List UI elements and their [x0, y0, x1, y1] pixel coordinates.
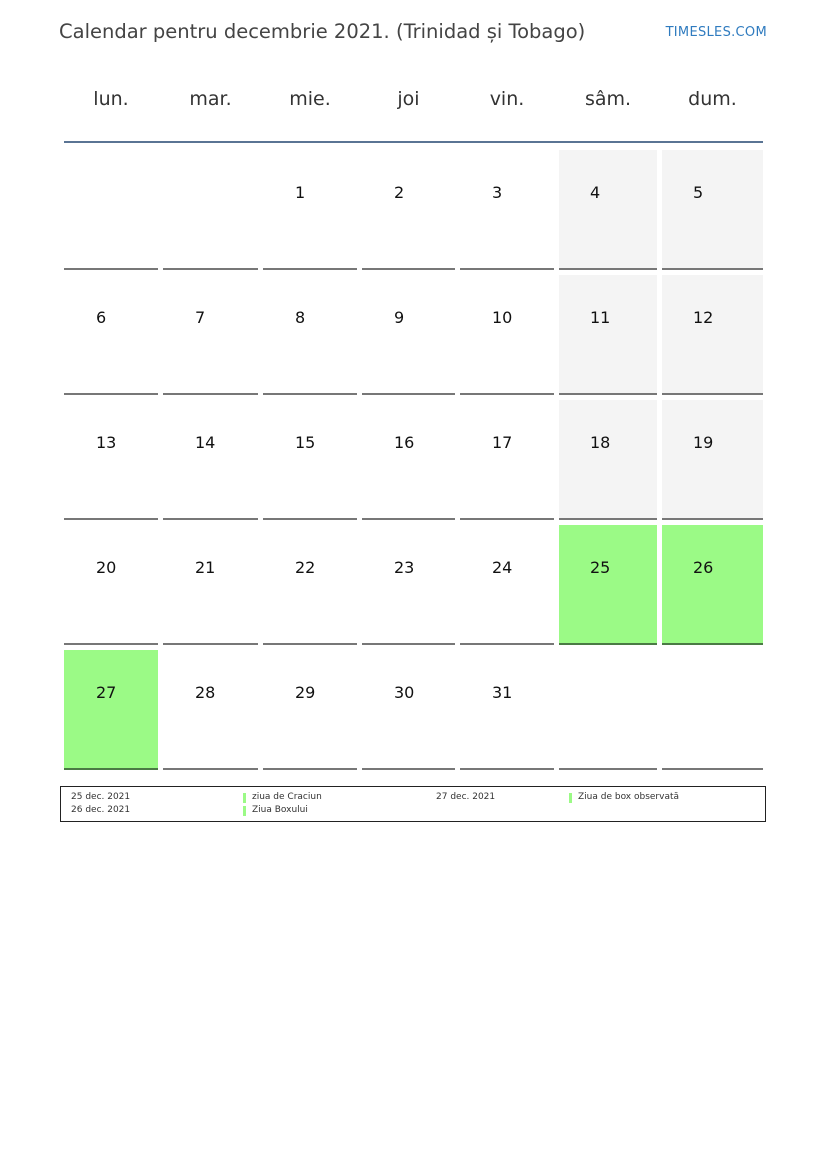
day-number: 29 [295, 683, 316, 702]
day-cell[interactable] [362, 400, 455, 520]
legend-date: 26 dec. 2021 [71, 805, 131, 815]
legend-date: 25 dec. 2021 [71, 792, 131, 802]
cell-divider [263, 268, 357, 270]
cell-divider [362, 518, 455, 520]
day-cell[interactable] [163, 650, 258, 770]
day-number: 28 [195, 683, 216, 702]
weekday-label: sâm. [584, 88, 632, 110]
cell-divider [64, 393, 158, 395]
weekday-label: joi [397, 88, 420, 110]
day-number: 3 [492, 183, 503, 202]
day-number: 8 [295, 308, 306, 327]
weekday-label: dum. [688, 88, 737, 110]
cell-divider [263, 393, 357, 395]
day-number: 20 [96, 558, 117, 577]
cell-divider [460, 518, 554, 520]
day-number: 12 [693, 308, 714, 327]
header-divider [64, 141, 763, 143]
day-number: 4 [590, 183, 601, 202]
page-title: Calendar pentru decembrie 2021. (Trinidad și Tobago) [59, 20, 586, 43]
day-cell[interactable] [662, 525, 763, 645]
cell-divider [460, 768, 554, 770]
cell-divider [662, 393, 763, 395]
day-cell[interactable] [263, 400, 357, 520]
day-number: 16 [394, 433, 415, 452]
cell-divider [362, 643, 455, 645]
day-cell[interactable] [163, 275, 258, 395]
holiday-legend [60, 786, 766, 822]
day-number: 18 [590, 433, 611, 452]
cell-divider [163, 393, 258, 395]
cell-divider [163, 268, 258, 270]
day-cell[interactable] [662, 150, 763, 270]
cell-divider [460, 643, 554, 645]
legend-holiday-name: ziua de Craciun [252, 792, 322, 802]
day-cell[interactable] [64, 400, 158, 520]
day-cell[interactable] [263, 275, 357, 395]
day-cell[interactable] [559, 400, 657, 520]
day-cell[interactable] [163, 400, 258, 520]
day-number: 22 [295, 558, 316, 577]
day-cell[interactable] [460, 150, 554, 270]
day-number: 27 [96, 683, 117, 702]
cell-divider [163, 643, 258, 645]
day-number: 19 [693, 433, 714, 452]
day-cell[interactable] [64, 275, 158, 395]
day-number: 17 [492, 433, 513, 452]
day-number: 24 [492, 558, 513, 577]
cell-divider [64, 518, 158, 520]
day-number: 9 [394, 308, 405, 327]
cell-divider [460, 268, 554, 270]
day-cell[interactable] [64, 525, 158, 645]
cell-divider [64, 768, 158, 770]
day-number: 30 [394, 683, 415, 702]
cell-divider [362, 768, 455, 770]
day-cell[interactable] [362, 650, 455, 770]
cell-divider [559, 393, 657, 395]
day-number: 5 [693, 183, 704, 202]
day-cell[interactable] [460, 275, 554, 395]
legend-holiday-name: Ziua Boxului [252, 805, 308, 815]
day-number: 21 [195, 558, 216, 577]
brand-link[interactable]: TIMESLES.COM [665, 25, 767, 40]
day-cell[interactable] [460, 400, 554, 520]
cell-divider [163, 518, 258, 520]
cell-divider [263, 643, 357, 645]
cell-divider [662, 768, 763, 770]
day-number: 25 [590, 558, 611, 577]
cell-divider [559, 518, 657, 520]
day-cell[interactable] [559, 150, 657, 270]
legend-holiday-name: Ziua de box observată [578, 792, 680, 802]
day-number: 6 [96, 308, 107, 327]
day-cell[interactable] [362, 150, 455, 270]
legend-color-marker [243, 806, 246, 816]
legend-date: 27 dec. 2021 [436, 792, 496, 802]
cell-divider [662, 268, 763, 270]
cell-divider [662, 643, 763, 645]
day-number: 11 [590, 308, 611, 327]
legend-color-marker [243, 793, 246, 803]
cell-divider [64, 268, 158, 270]
cell-divider [362, 268, 455, 270]
day-cell[interactable] [362, 275, 455, 395]
day-number: 26 [693, 558, 714, 577]
cell-divider [662, 518, 763, 520]
day-cell[interactable] [263, 150, 357, 270]
day-cell[interactable] [64, 650, 158, 770]
weekday-label: mar. [189, 88, 232, 110]
empty-day-cell [559, 650, 657, 770]
day-cell[interactable] [163, 525, 258, 645]
day-number: 1 [295, 183, 306, 202]
cell-divider [163, 768, 258, 770]
empty-day-cell [163, 150, 258, 270]
cell-divider [559, 643, 657, 645]
day-number: 13 [96, 433, 117, 452]
empty-day-cell [662, 650, 763, 770]
day-cell[interactable] [460, 525, 554, 645]
cell-divider [559, 768, 657, 770]
weekday-header [64, 88, 763, 120]
day-cell[interactable] [263, 525, 357, 645]
day-number: 23 [394, 558, 415, 577]
day-cell[interactable] [662, 400, 763, 520]
day-number: 14 [195, 433, 216, 452]
day-number: 15 [295, 433, 316, 452]
day-number: 31 [492, 683, 513, 702]
weekday-label: vin. [489, 88, 525, 110]
day-cell[interactable] [263, 650, 357, 770]
cell-divider [263, 768, 357, 770]
cell-divider [460, 393, 554, 395]
day-cell[interactable] [559, 275, 657, 395]
cell-divider [559, 268, 657, 270]
day-cell[interactable] [460, 650, 554, 770]
day-cell[interactable] [662, 275, 763, 395]
day-number: 2 [394, 183, 405, 202]
cell-divider [263, 518, 357, 520]
legend-color-marker [569, 793, 572, 803]
empty-day-cell [64, 150, 158, 270]
day-cell[interactable] [559, 525, 657, 645]
day-number: 7 [195, 308, 206, 327]
weekday-label: lun. [93, 88, 129, 110]
day-number: 10 [492, 308, 513, 327]
cell-divider [64, 643, 158, 645]
day-cell[interactable] [362, 525, 455, 645]
cell-divider [362, 393, 455, 395]
weekday-label: mie. [289, 88, 331, 110]
